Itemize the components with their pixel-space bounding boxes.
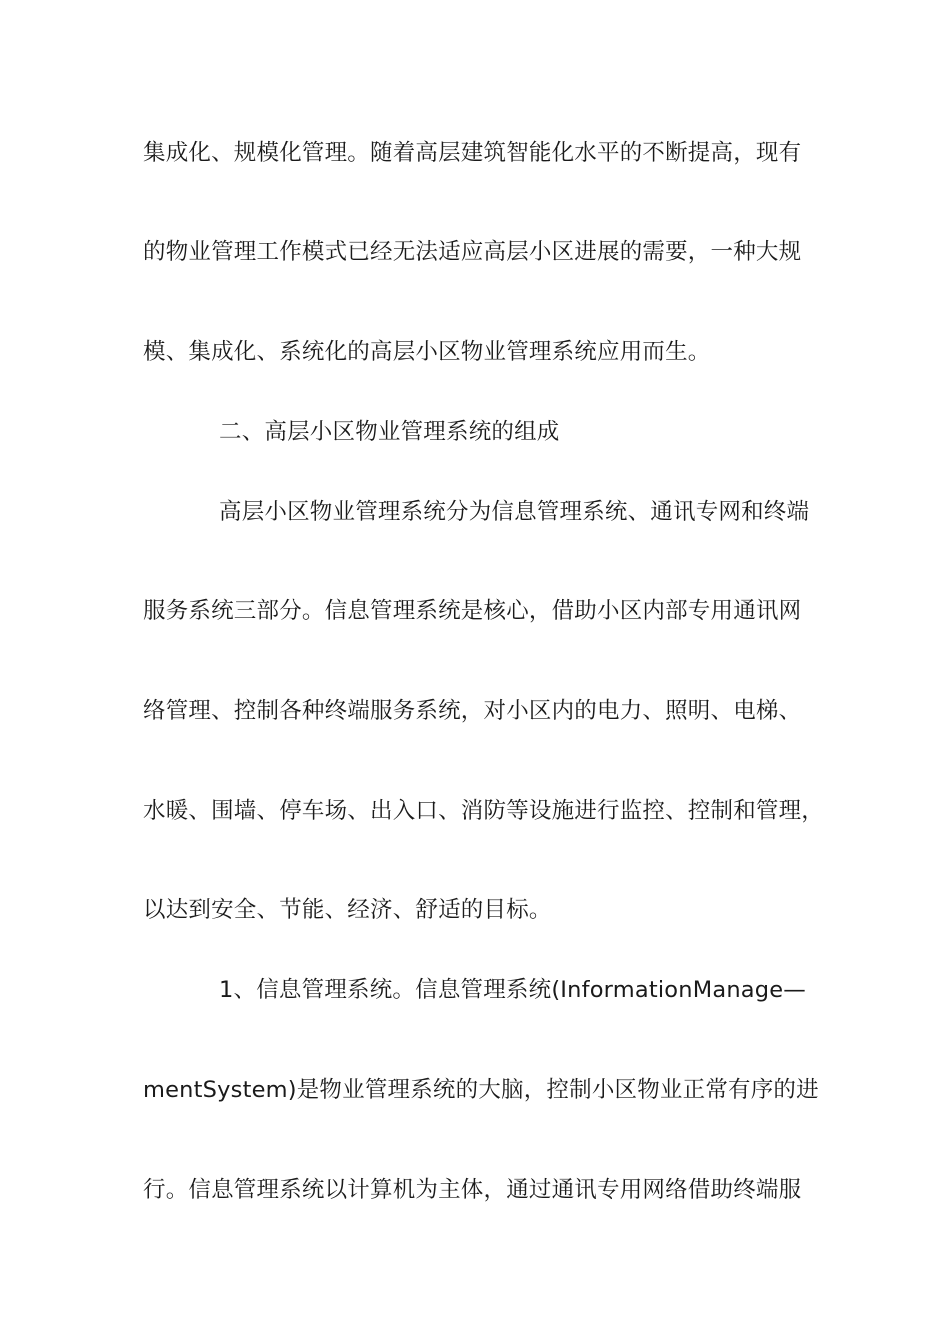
paragraph-line: 集成化、规模化管理。随着高层建筑智能化水平的不断提高，现有 bbox=[143, 140, 802, 166]
paragraph-line: 高层小区物业管理系统分为信息管理系统、通讯专网和终端 bbox=[219, 499, 810, 525]
paragraph-line: 行。信息管理系统以计算机为主体，通过通讯专用网络借助终端服 bbox=[143, 1177, 802, 1203]
paragraph-line: mentSystem)是物业管理系统的大脑，控制小区物业正常有序的进 bbox=[143, 1077, 819, 1103]
paragraph-line: 模、集成化、系统化的高层小区物业管理系统应用而生。 bbox=[143, 339, 711, 365]
paragraph-line: 服务系统三部分。信息管理系统是核心，借助小区内部专用通讯网 bbox=[143, 598, 802, 624]
section-heading: 二、高层小区物业管理系统的组成 bbox=[219, 419, 560, 445]
paragraph-line: 的物业管理工作模式已经无法适应高层小区进展的需要，一种大规 bbox=[143, 239, 802, 265]
paragraph-line: 水暖、围墙、停车场、出入口、消防等设施进行监控、控制和管理， bbox=[143, 798, 825, 824]
paragraph-line: 以达到安全、节能、经济、舒适的目标。 bbox=[143, 897, 552, 923]
paragraph-line: 络管理、控制各种终端服务系统，对小区内的电力、照明、电梯、 bbox=[143, 698, 802, 724]
paragraph-line: 1、信息管理系统。信息管理系统(InformationManage— bbox=[219, 977, 807, 1003]
